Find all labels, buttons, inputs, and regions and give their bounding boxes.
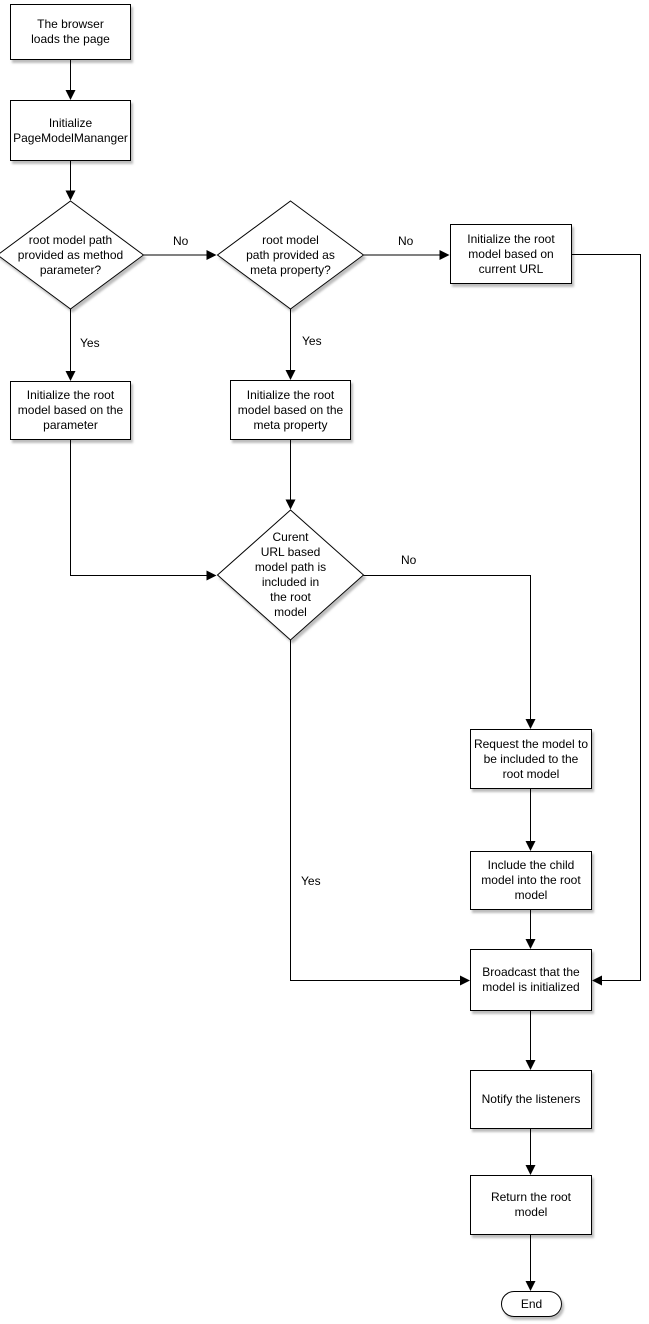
node-init-parameter-label: Initialize the root model based on the parameter [17, 388, 124, 432]
node-init-current-url-label: Initialize the root model based on current URL [467, 231, 555, 276]
decision-url-included-label: Curent URL based model path is included in the root model [254, 530, 327, 619]
edge-url-included-yes [291, 640, 470, 981]
decision-method-param-shape [0, 201, 144, 309]
node-include-child-model-shape [471, 852, 592, 910]
node-init-current-url-shape [451, 225, 572, 284]
shapes-layer [0, 5, 592, 1317]
edge-label-meta-property-no: No [398, 234, 414, 248]
node-init-meta-property-shape [231, 381, 351, 440]
node-browser-loads-shape [11, 5, 131, 60]
decision-meta-property-shape [218, 201, 364, 309]
node-broadcast-initialized-label: Broadcast that the model is initialized [482, 965, 580, 994]
node-init-page-model-manager-label: Initialize PageModelMananger [13, 115, 128, 145]
edge-label-url-included-yes: Yes [301, 874, 321, 888]
decision-meta-property-label: root model path provided as meta property? [246, 232, 335, 277]
node-notify-listeners-shape [471, 1071, 592, 1129]
node-end-label: End [520, 1296, 543, 1311]
node-return-root-model-label: Return the root model [490, 1190, 572, 1219]
node-init-page-model-manager-shape [11, 101, 131, 161]
edge-label-method-param-no: No [173, 234, 189, 248]
node-init-parameter-shape [11, 382, 131, 440]
edge-url-included-no [364, 576, 531, 729]
decision-method-param-label: root model path provided as method parameter? [17, 232, 124, 277]
edge-init-parameter-to-url-included [71, 440, 216, 576]
node-broadcast-initialized-shape [471, 950, 592, 1011]
node-end-shape [502, 1292, 562, 1317]
node-include-child-model-label: Include the child model into the root model [481, 858, 581, 902]
node-init-meta-property-label: Initialize the root model based on the meta property [237, 387, 344, 432]
node-request-model-label: Request the model to be included to the root model [473, 736, 589, 781]
edge-label-method-param-yes: Yes [80, 336, 100, 350]
node-browser-loads-label: The browser loads the page [31, 17, 110, 46]
decision-url-included-shape [218, 510, 364, 640]
node-return-root-model-shape [471, 1176, 592, 1235]
node-notify-listeners-label: Notify the listeners [481, 1092, 581, 1106]
node-request-model-shape [471, 730, 592, 789]
edge-label-meta-property-yes: Yes [302, 334, 322, 348]
edge-label-url-included-no: No [401, 553, 417, 567]
